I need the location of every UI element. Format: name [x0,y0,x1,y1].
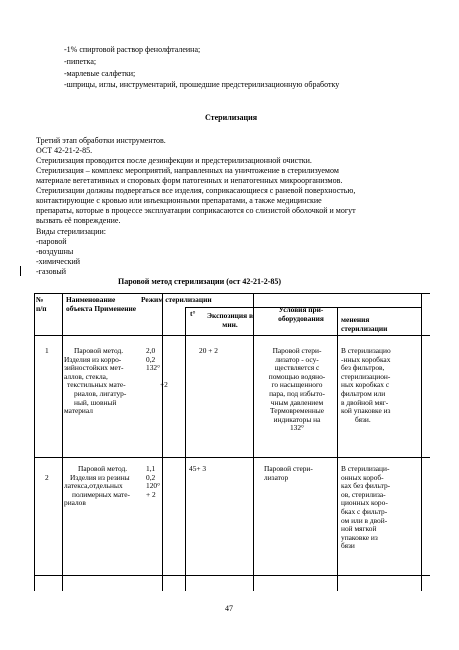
list-item: -1% спиртовой раствор фенолфталеина; [64,45,201,54]
paragraph-line: ОСТ 42-21-2-85. [36,146,93,155]
paragraph-line: Стерилизации должны подвергаться все изделия, соприкасающиеся с раневой поверхностью, [36,186,356,195]
row1-conditions: Паровой стери- лизатор - осу- ществляется с помощью водяно- го насыщенного пара, под избыто- чным давлением Термовременные индикаторы на 132° [268,346,326,433]
row1-name: Паровой метод. Изделия из корро- зийностойких мет- аллов, стекла, текстильных мате- риалов, лигатур- ный, шовный материал [64,346,127,416]
paragraph-line: -газовый [36,267,67,276]
row1-no: 1 [45,346,49,355]
paragraph-line: вызвать её повреждение. [36,216,121,225]
paragraph-line: -воздушны [36,247,74,256]
paragraph-line: препараты, которые в процессе эксплуатации соприкасаются со слизистой оболочкой и могут [36,206,356,215]
paragraph-line: -паровой [36,237,67,246]
row1-note: В стерилизацио -нных коробках без фильтров, стерилизацион- ных коробках с фильтром или в двойной мяг- кой упаковке из бязи. [341,346,391,424]
page-number: 47 [225,604,233,613]
header-mode: Режим стерилизации [141,295,212,304]
paragraph-line: -химический [36,257,81,266]
header-note: менения стерилизации [341,315,388,333]
list-item: -марлевые салфетки; [64,69,136,78]
paragraph-line: Третий этап обработки инструментов. [36,136,166,145]
header-temperature: t° [190,309,196,318]
text-cursor [20,266,21,276]
table-title: Паровой метод стерилизации (ост 42-21-2-85) [118,277,282,286]
header-no: № п/п [36,295,47,313]
header-conditions: Условия при- оборудования [278,305,324,323]
row2-note: В стерилизаци- онных короб- ках без фильтр- ов, стерилиза- ционных коро- бках с фильтр- ом или в двой- ной мягкой упаковке из бязи [341,464,391,551]
row2-no: 2 [45,473,49,482]
header-exposure: Экспозиция в мин. [207,311,253,329]
paragraph-line: Виды стерилизации: [36,227,106,236]
row2-name: Паровой метод. Изделия из резины латекса,отдельных полимерных мате- риалов [64,464,130,508]
row2-temperature: 1,1 0,2 120° + 2 [146,464,161,499]
row1-exposure: 20 + 2 [199,346,218,355]
paragraph-line: Стерилизация проводится после дезинфекции и предстерилизационной очистки. [36,156,312,165]
row2-conditions: Паровой стери- лизатор [264,464,313,482]
row2-exposure: 45+ 3 [189,464,207,473]
section-title: Стерилизация [205,113,258,122]
list-item: -шприцы, иглы, инструментарий, прошедшие предстерилизационную обработку [64,80,340,89]
row1-temperature: 2,0 0,2 132° +2 [146,346,168,390]
list-item: -пипетка; [64,57,97,66]
paragraph-line: контактирующие с кровью или инъекционными препаратами, а также медицинские [36,196,322,205]
paragraph-line: материале вегетативных и споровых форм патогенных и непатогенных микроорганизмов. [36,176,343,185]
header-name: Наименование объекта Применение [66,295,137,313]
paragraph-line: Стерилизация – комплекс мероприятий, направленных на уничтожение в стерилизуемом [36,166,339,175]
